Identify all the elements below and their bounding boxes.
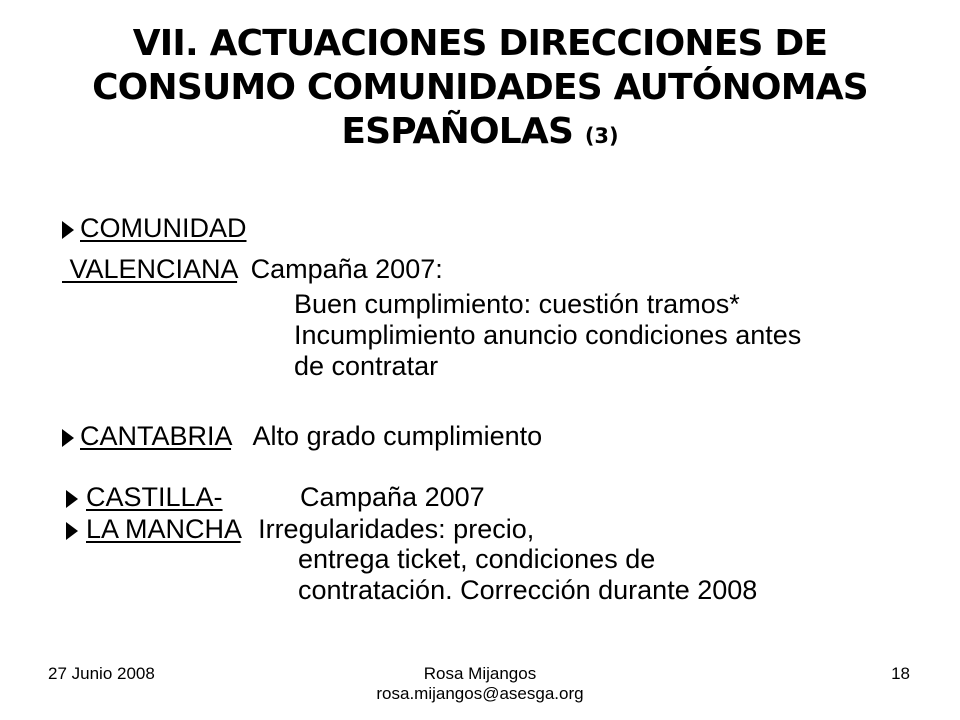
page-number: 18 xyxy=(891,664,910,683)
bullet-castilla xyxy=(62,481,485,513)
castilla-detail-1: Irregularidades: precio, xyxy=(258,514,535,544)
region-castilla: CASTILLA- xyxy=(86,482,223,512)
bullet-cantabria xyxy=(62,420,542,452)
valenciana-line2 xyxy=(62,253,443,285)
arrow-bullet-icon xyxy=(62,429,74,447)
footer-author xyxy=(300,664,660,704)
castilla-heading: Campaña 2007 xyxy=(300,482,485,512)
region-valenciana-2: VALENCIANA xyxy=(62,254,238,284)
valenciana-detail-2: Incumplimiento anuncio condiciones antes xyxy=(294,320,802,350)
footer-date: 27 Junio 2008 xyxy=(48,664,155,683)
footer-email: rosa.mijangos@asesga.org xyxy=(376,684,584,703)
bullet-la-mancha xyxy=(62,513,534,545)
title-main: VII. ACTUACIONES DIRECCIONES DE CONSUMO COMUNIDADES AUTÓNOMAS ESPAÑOLAS xyxy=(92,23,868,152)
castilla-detail-2: entrega ticket, condiciones de xyxy=(298,544,656,574)
castilla-detail-3: contratación. Corrección durante 2008 xyxy=(298,575,758,605)
arrow-bullet-icon xyxy=(66,490,78,508)
title-suffix: (3) xyxy=(584,124,619,148)
footer-author-name: Rosa Mijangos xyxy=(423,664,537,683)
region-valenciana-1: COMUNIDAD xyxy=(80,213,247,243)
cantabria-heading: Alto grado cumplimiento xyxy=(252,421,543,451)
region-la-mancha: LA MANCHA xyxy=(86,514,241,544)
arrow-bullet-icon xyxy=(62,221,74,239)
region-cantabria: CANTABRIA xyxy=(80,421,232,451)
valenciana-heading: Campaña 2007: xyxy=(250,254,443,284)
arrow-bullet-icon xyxy=(66,522,78,540)
bullet-valenciana xyxy=(62,212,247,244)
valenciana-detail-3: de contratar xyxy=(294,351,439,381)
valenciana-detail-1: Buen cumplimiento: cuestión tramos* xyxy=(294,289,740,319)
slide-title xyxy=(60,22,900,158)
